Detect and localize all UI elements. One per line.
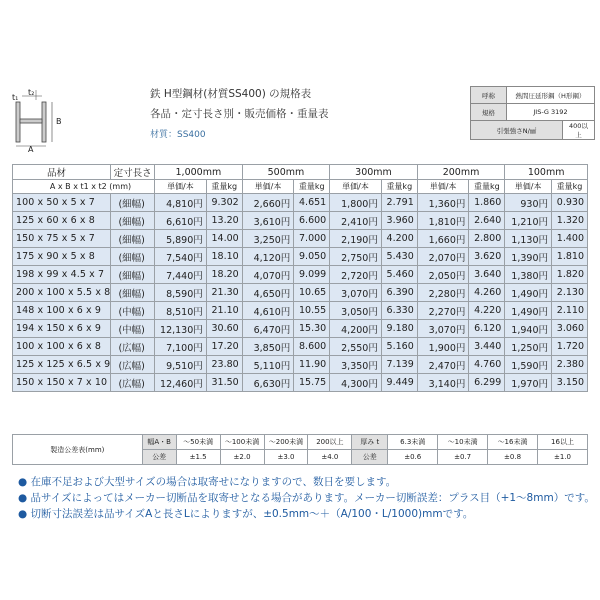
row-price: 1,210円 bbox=[505, 212, 552, 230]
row-price: 4,810円 bbox=[155, 194, 207, 212]
row-price: 2,050円 bbox=[417, 266, 469, 284]
row-price: 1,940円 bbox=[505, 320, 552, 338]
table-row bbox=[13, 266, 588, 284]
row-price: 3,350円 bbox=[330, 356, 382, 374]
row-size: 150 x 75 x 5 x 7 bbox=[13, 230, 111, 248]
row-weight: 2.380 bbox=[552, 356, 588, 374]
row-price: 1,800円 bbox=[330, 194, 382, 212]
sub-price: 単価/本 bbox=[330, 180, 382, 194]
ab-range: 〜50未満 bbox=[176, 435, 220, 450]
row-size: 200 x 100 x 5.5 x 8 bbox=[13, 284, 111, 302]
row-weight: 3.060 bbox=[552, 320, 588, 338]
length-header-300: 300mm bbox=[330, 165, 418, 180]
row-price: 7,440円 bbox=[155, 266, 207, 284]
length-header-100: 100mm bbox=[505, 165, 588, 180]
row-price: 1,970円 bbox=[505, 374, 552, 392]
table-row bbox=[13, 212, 588, 230]
row-weight: 1.860 bbox=[469, 194, 505, 212]
row-weight: 8.600 bbox=[294, 338, 330, 356]
row-weight: 1.720 bbox=[552, 338, 588, 356]
row-price: 8,510円 bbox=[155, 302, 207, 320]
row-price: 6,630円 bbox=[242, 374, 294, 392]
table-row bbox=[13, 302, 588, 320]
row-type: (細幅) bbox=[111, 230, 155, 248]
row-price: 2,190円 bbox=[330, 230, 382, 248]
row-price: 3,610円 bbox=[242, 212, 294, 230]
row-weight: 3.960 bbox=[381, 212, 417, 230]
t-head: 厚み t bbox=[352, 435, 388, 450]
spec-row-standard bbox=[471, 104, 595, 121]
row-weight: 2.130 bbox=[552, 284, 588, 302]
row-weight: 3.440 bbox=[469, 338, 505, 356]
row-type: (細幅) bbox=[111, 284, 155, 302]
row-price: 12,460円 bbox=[155, 374, 207, 392]
row-price: 930円 bbox=[505, 194, 552, 212]
note-item: ● 在庫不足および大型サイズの場合は取寄せになりますので、数日を要します。 bbox=[18, 476, 397, 488]
row-weight: 6.600 bbox=[294, 212, 330, 230]
row-weight: 4.651 bbox=[294, 194, 330, 212]
row-price: 2,070円 bbox=[417, 248, 469, 266]
row-weight: 5.160 bbox=[381, 338, 417, 356]
row-weight: 13.20 bbox=[206, 212, 242, 230]
sub-weight: 重量kg bbox=[294, 180, 330, 194]
spec-row-tensile bbox=[471, 121, 595, 140]
h-beam-cross-section-icon bbox=[12, 86, 82, 152]
sub-weight: 重量kg bbox=[206, 180, 242, 194]
t-tol-label: 公差 bbox=[352, 450, 388, 465]
row-weight: 5.460 bbox=[381, 266, 417, 284]
price-weight-table bbox=[12, 164, 588, 392]
row-price: 4,200円 bbox=[330, 320, 382, 338]
header-row-lengths bbox=[13, 165, 588, 180]
row-type: (中幅) bbox=[111, 302, 155, 320]
ab-tol-label: 公差 bbox=[142, 450, 176, 465]
row-weight: 14.00 bbox=[206, 230, 242, 248]
row-weight: 6.330 bbox=[381, 302, 417, 320]
table-row bbox=[13, 356, 588, 374]
row-weight: 2.800 bbox=[469, 230, 505, 248]
t-value: ±0.6 bbox=[388, 450, 438, 465]
spec-std-key: 規格 bbox=[471, 104, 507, 121]
row-price: 5,110円 bbox=[242, 356, 294, 374]
row-price: 1,590円 bbox=[505, 356, 552, 374]
table-row bbox=[13, 194, 588, 212]
row-price: 9,510円 bbox=[155, 356, 207, 374]
spec-tensile-key: 引張強さN/㎟ bbox=[471, 121, 563, 140]
tolerance-table bbox=[12, 434, 588, 465]
row-price: 4,120円 bbox=[242, 248, 294, 266]
note-item: ● 切断寸法誤差は品サイズAと長さLによりますが、±0.5mm〜＋（A/100・L/1000)mmです。 bbox=[18, 508, 474, 520]
row-type: (広幅) bbox=[111, 356, 155, 374]
row-price: 1,250円 bbox=[505, 338, 552, 356]
row-price: 5,890円 bbox=[155, 230, 207, 248]
row-weight: 21.10 bbox=[206, 302, 242, 320]
ab-head: 幅A・B bbox=[142, 435, 176, 450]
sub-price: 単価/本 bbox=[505, 180, 552, 194]
ab-value: ±2.0 bbox=[220, 450, 264, 465]
row-size: 100 x 100 x 6 x 8 bbox=[13, 338, 111, 356]
row-weight: 6.299 bbox=[469, 374, 505, 392]
row-price: 1,360円 bbox=[417, 194, 469, 212]
row-size: 125 x 125 x 6.5 x 9 bbox=[13, 356, 111, 374]
row-price: 1,900円 bbox=[417, 338, 469, 356]
row-price: 1,390円 bbox=[505, 248, 552, 266]
row-price: 1,380円 bbox=[505, 266, 552, 284]
row-weight: 3.620 bbox=[469, 248, 505, 266]
row-size: 125 x 60 x 6 x 8 bbox=[13, 212, 111, 230]
t-range: 6.3未満 bbox=[388, 435, 438, 450]
row-price: 3,050円 bbox=[330, 302, 382, 320]
row-weight: 18.20 bbox=[206, 266, 242, 284]
spec-table bbox=[470, 86, 595, 140]
row-price: 2,270円 bbox=[417, 302, 469, 320]
sub-weight: 重量kg bbox=[381, 180, 417, 194]
row-weight: 18.10 bbox=[206, 248, 242, 266]
row-type: (細幅) bbox=[111, 248, 155, 266]
row-weight: 9.449 bbox=[381, 374, 417, 392]
length-header-1000: 1,000mm bbox=[155, 165, 243, 180]
header-row-sub bbox=[13, 180, 588, 194]
label-a: A bbox=[28, 145, 34, 152]
row-price: 1,810円 bbox=[417, 212, 469, 230]
row-weight: 6.120 bbox=[469, 320, 505, 338]
ab-range: 〜100未満 bbox=[220, 435, 264, 450]
row-weight: 6.390 bbox=[381, 284, 417, 302]
row-price: 4,610円 bbox=[242, 302, 294, 320]
ab-range: 200以上 bbox=[308, 435, 352, 450]
row-weight: 30.60 bbox=[206, 320, 242, 338]
spec-row-name bbox=[471, 87, 595, 104]
length-header-500: 500mm bbox=[242, 165, 330, 180]
ab-value: ±3.0 bbox=[264, 450, 308, 465]
row-price: 1,660円 bbox=[417, 230, 469, 248]
row-weight: 0.930 bbox=[552, 194, 588, 212]
row-price: 2,410円 bbox=[330, 212, 382, 230]
row-type: (広幅) bbox=[111, 338, 155, 356]
row-price: 2,750円 bbox=[330, 248, 382, 266]
row-price: 2,470円 bbox=[417, 356, 469, 374]
row-weight: 4.200 bbox=[381, 230, 417, 248]
row-type: (中幅) bbox=[111, 320, 155, 338]
t-value: ±0.8 bbox=[488, 450, 538, 465]
spec-std-value: JIS-G 3192 bbox=[507, 104, 595, 121]
spec-tensile-value: 400以上 bbox=[563, 121, 595, 140]
row-weight: 31.50 bbox=[206, 374, 242, 392]
row-price: 7,540円 bbox=[155, 248, 207, 266]
tolerance-row-ranges bbox=[13, 435, 588, 450]
note-item: ● 品サイズによってはメーカー切断品を取寄せとなる場合があります。メーカー切断誤差：プラス目（+1〜8mm）です。 bbox=[18, 492, 595, 504]
h-beam-diagram bbox=[12, 86, 82, 152]
row-price: 3,140円 bbox=[417, 374, 469, 392]
row-weight: 2.640 bbox=[469, 212, 505, 230]
row-weight: 4.260 bbox=[469, 284, 505, 302]
row-price: 3,250円 bbox=[242, 230, 294, 248]
row-price: 7,100円 bbox=[155, 338, 207, 356]
row-size: 150 x 150 x 7 x 10 bbox=[13, 374, 111, 392]
row-price: 3,070円 bbox=[417, 320, 469, 338]
row-weight: 2.791 bbox=[381, 194, 417, 212]
row-type: (細幅) bbox=[111, 212, 155, 230]
sub-price: 単価/本 bbox=[417, 180, 469, 194]
row-weight: 3.150 bbox=[552, 374, 588, 392]
table-row bbox=[13, 338, 588, 356]
row-price: 3,850円 bbox=[242, 338, 294, 356]
label-b: B bbox=[56, 117, 62, 126]
ab-value: ±1.5 bbox=[176, 450, 220, 465]
row-weight: 5.430 bbox=[381, 248, 417, 266]
table-row bbox=[13, 320, 588, 338]
row-price: 2,280円 bbox=[417, 284, 469, 302]
length-header-200: 200mm bbox=[417, 165, 505, 180]
sub-price: 単価/本 bbox=[242, 180, 294, 194]
row-weight: 15.75 bbox=[294, 374, 330, 392]
ab-range: 〜200未満 bbox=[264, 435, 308, 450]
row-weight: 4.220 bbox=[469, 302, 505, 320]
row-price: 4,650円 bbox=[242, 284, 294, 302]
row-weight: 9.050 bbox=[294, 248, 330, 266]
row-weight: 1.320 bbox=[552, 212, 588, 230]
row-weight: 10.55 bbox=[294, 302, 330, 320]
sub-price: 単価/本 bbox=[155, 180, 207, 194]
row-weight: 4.760 bbox=[469, 356, 505, 374]
row-weight: 1.820 bbox=[552, 266, 588, 284]
row-size: 175 x 90 x 5 x 8 bbox=[13, 248, 111, 266]
row-weight: 11.90 bbox=[294, 356, 330, 374]
row-size: 148 x 100 x 6 x 9 bbox=[13, 302, 111, 320]
table-row bbox=[13, 374, 588, 392]
row-price: 6,470円 bbox=[242, 320, 294, 338]
row-price: 2,720円 bbox=[330, 266, 382, 284]
row-weight: 23.80 bbox=[206, 356, 242, 374]
row-price: 2,550円 bbox=[330, 338, 382, 356]
col-size-header: A x B x t1 x t2 (mm) bbox=[13, 180, 155, 194]
row-weight: 9.302 bbox=[206, 194, 242, 212]
row-price: 12,130円 bbox=[155, 320, 207, 338]
row-weight: 17.20 bbox=[206, 338, 242, 356]
row-price: 6,610円 bbox=[155, 212, 207, 230]
t-value: ±0.7 bbox=[438, 450, 488, 465]
t-range: 16以上 bbox=[537, 435, 587, 450]
row-weight: 7.000 bbox=[294, 230, 330, 248]
row-price: 1,130円 bbox=[505, 230, 552, 248]
t-value: ±1.0 bbox=[537, 450, 587, 465]
table-row bbox=[13, 230, 588, 248]
page-subtitle: 各品・定寸長さ別・販売価格・重量表 bbox=[150, 108, 329, 120]
row-weight: 21.30 bbox=[206, 284, 242, 302]
row-price: 4,300円 bbox=[330, 374, 382, 392]
t-range: 〜16未満 bbox=[488, 435, 538, 450]
label-t1: t₁ bbox=[12, 93, 19, 102]
notes bbox=[18, 474, 595, 522]
material-label: 材質：SS400 bbox=[150, 130, 206, 140]
ab-value: ±4.0 bbox=[308, 450, 352, 465]
row-price: 1,490円 bbox=[505, 302, 552, 320]
row-size: 194 x 150 x 6 x 9 bbox=[13, 320, 111, 338]
sub-weight: 重量kg bbox=[469, 180, 505, 194]
row-size: 198 x 99 x 4.5 x 7 bbox=[13, 266, 111, 284]
sub-weight: 重量kg bbox=[552, 180, 588, 194]
row-weight: 1.810 bbox=[552, 248, 588, 266]
row-weight: 7.139 bbox=[381, 356, 417, 374]
t-range: 〜10未満 bbox=[438, 435, 488, 450]
row-weight: 9.180 bbox=[381, 320, 417, 338]
row-price: 4,070円 bbox=[242, 266, 294, 284]
row-size: 100 x 50 x 5 x 7 bbox=[13, 194, 111, 212]
tolerance-label: 製造公差表(mm) bbox=[13, 435, 143, 465]
row-type: (広幅) bbox=[111, 374, 155, 392]
col-length-header: 定寸長さ bbox=[111, 165, 155, 180]
row-weight: 15.30 bbox=[294, 320, 330, 338]
page-title: 鉄 H型鋼材(材質SS400) の規格表 bbox=[150, 88, 312, 100]
row-price: 8,590円 bbox=[155, 284, 207, 302]
row-weight: 2.110 bbox=[552, 302, 588, 320]
row-price: 3,070円 bbox=[330, 284, 382, 302]
row-weight: 1.400 bbox=[552, 230, 588, 248]
row-weight: 10.65 bbox=[294, 284, 330, 302]
label-t2: t₂ bbox=[28, 88, 35, 97]
table-row bbox=[13, 284, 588, 302]
spec-name-value: 熱間圧延形鋼（H形鋼） bbox=[507, 87, 595, 104]
row-price: 2,660円 bbox=[242, 194, 294, 212]
col-item-header: 品材 bbox=[13, 165, 111, 180]
spec-name-key: 呼称 bbox=[471, 87, 507, 104]
row-type: (細幅) bbox=[111, 194, 155, 212]
row-weight: 9.099 bbox=[294, 266, 330, 284]
title-block bbox=[150, 86, 329, 140]
row-weight: 3.640 bbox=[469, 266, 505, 284]
row-type: (細幅) bbox=[111, 266, 155, 284]
row-price: 1,490円 bbox=[505, 284, 552, 302]
table-row bbox=[13, 248, 588, 266]
